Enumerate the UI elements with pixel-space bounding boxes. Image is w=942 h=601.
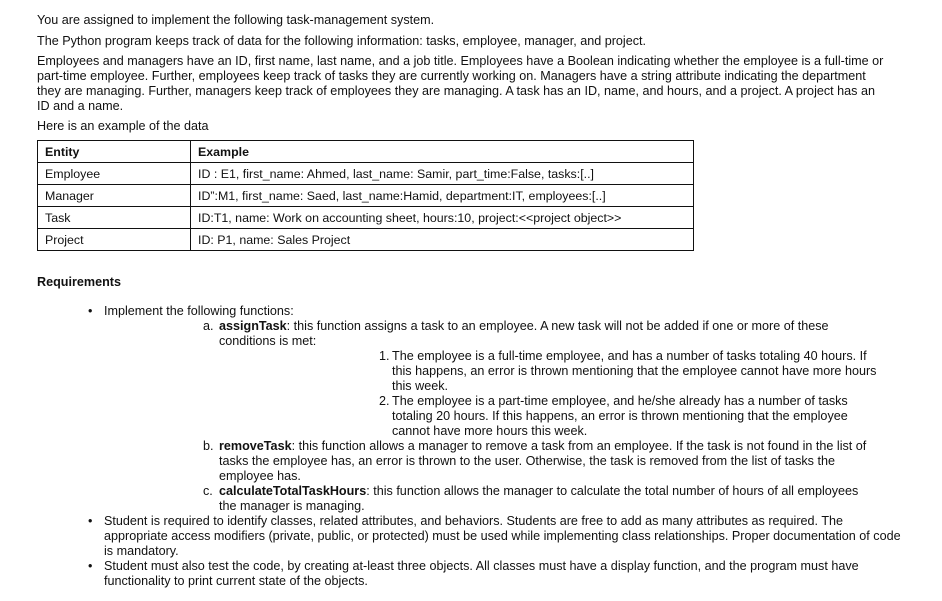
list-item [86, 304, 901, 514]
condition-item [379, 349, 879, 394]
function-name: removeTask [219, 439, 292, 453]
function-item-assign-task [203, 319, 875, 439]
requirements-heading: Requirements [37, 275, 121, 289]
condition-text: The employee is a part-time employee, and he/she already has a number of tasks totaling 20 hours. If this happens, an error is thrown mentioning that the employee cannot have more hours this week. [392, 394, 848, 438]
function-name: assignTask [219, 319, 287, 333]
table-cell-example: ID : E1, first_name: Ahmed, last_name: Samir, part_time:False, tasks:[..] [191, 163, 694, 185]
list-marker: b. [203, 439, 214, 453]
table-header-row [38, 141, 694, 163]
intro-paragraph: Employees and managers have an ID, first name, last name, and a job title. Employees have a Boolean indicating whether the employee is a full-time or part-time employee. Further, employees keep track of tasks they are currently working on. Managers have a string attribute indicating the department they are managing. Further, managers keep track of employees they are managing. A task has an ID, name, and hours, and a project. A project has an ID and a name. [37, 54, 884, 113]
table-row [38, 207, 694, 229]
table-row [38, 163, 694, 185]
function-description: : this function assigns a task to an employee. A new task will not be added if one or more of these conditions is met: [219, 319, 829, 348]
list-marker: 2. [379, 394, 390, 408]
table-header-entity: Entity [38, 141, 191, 163]
table-cell-entity: Task [38, 207, 191, 229]
function-item-remove-task [203, 439, 875, 484]
bullet-text: Implement the following functions: [104, 304, 294, 318]
intro-line-2: The Python program keeps track of data for the following information: tasks, employee, manager, and project. [37, 34, 647, 48]
table-cell-example: ID”:M1, first_name: Saed, last_name:Hamid, department:IT, employees:[..] [191, 185, 694, 207]
table-cell-entity: Project [38, 229, 191, 251]
table-header-example: Example [191, 141, 694, 163]
function-description: : this function allows a manager to remove a task from an employee. If the task is not found in the list of tasks the employee has, an error is thrown to the user. Otherwise, the task is removed from the list of tasks the employee has. [219, 439, 867, 483]
list-item [86, 514, 901, 559]
table-cell-example: ID: P1, name: Sales Project [191, 229, 694, 251]
function-item-calculate-total-task-hours [203, 484, 875, 514]
table-cell-entity: Employee [38, 163, 191, 185]
requirements-list [86, 304, 901, 589]
bullet-text: Student must also test the code, by creating at-least three objects. All classes must have a display function, and the program must have functionality to print current state of the objects. [104, 559, 859, 588]
table-row [38, 229, 694, 251]
conditions-list [379, 349, 879, 439]
table-cell-entity: Manager [38, 185, 191, 207]
list-marker: a. [203, 319, 214, 333]
list-item [86, 559, 901, 589]
function-description: : this function allows the manager to calculate the total number of hours of all employees the manager is managing. [219, 484, 859, 513]
condition-text: The employee is a full-time employee, and has a number of tasks totaling 40 hours. If this happens, an error is thrown mentioning that the employee cannot have more hours this week. [392, 349, 877, 393]
condition-item [379, 394, 879, 439]
list-marker: 1. [379, 349, 390, 363]
bullet-text: Student is required to identify classes, related attributes, and behaviors. Students are free to add as many attributes as required. The appropriate access modifiers (private, public, or protected) must be used while implementing class relationships. Proper documentation of code is mandatory. [104, 514, 901, 558]
function-name: calculateTotalTaskHours [219, 484, 367, 498]
table-cell-example: ID:T1, name: Work on accounting sheet, hours:10, project:<<project object>> [191, 207, 694, 229]
intro-line-1: You are assigned to implement the following task-management system. [37, 13, 435, 27]
example-caption: Here is an example of the data [37, 119, 209, 133]
list-marker: c. [203, 484, 213, 498]
functions-list [203, 319, 875, 514]
table-row [38, 185, 694, 207]
example-data-table [37, 140, 694, 251]
